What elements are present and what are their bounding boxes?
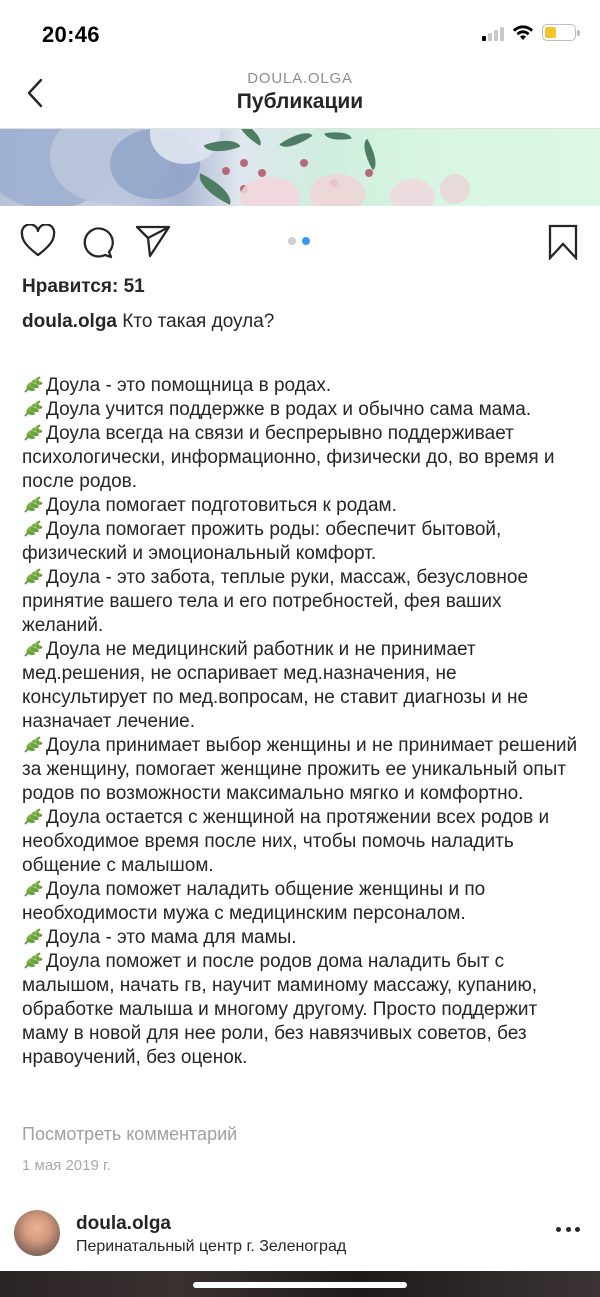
caption-author[interactable]: doula.olga (22, 311, 117, 332)
next-post-username[interactable]: doula.olga (76, 1213, 171, 1234)
next-post-header (0, 1205, 600, 1269)
carousel-dot-active (302, 237, 310, 245)
bullet-text: Доула - это помощница в родах. (46, 375, 332, 396)
caption-bullet (22, 950, 582, 1070)
view-comments-link[interactable]: Посмотреть комментарий (22, 1124, 238, 1144)
caption-bullet (22, 926, 582, 950)
caption-bullet (22, 494, 582, 518)
leaf-herb-icon (22, 927, 44, 945)
paper-plane-icon[interactable] (135, 224, 171, 258)
post-date: 1 мая 2019 г. (22, 1157, 111, 1174)
bullet-text: Доула помогает подготовиться к родам. (46, 495, 397, 516)
leaf-herb-icon (22, 951, 44, 969)
caption-bullet (22, 734, 582, 806)
heart-icon[interactable] (20, 224, 56, 258)
status-time: 20:46 (42, 22, 100, 47)
caption-bullet (22, 638, 582, 734)
bullet-text: Доула не медицинский работник и не принимает мед.решения, не оспаривает мед.назначения, не консультирует по мед.вопросам, не ставит диагнозы и не назначает лечение. (22, 639, 529, 732)
bookmark-icon[interactable] (547, 224, 579, 260)
bullet-text: Доула поможет и после родов дома наладить быт с малышом, начать гв, научит маминому массажу, купанию, обработке малыша и многому другому. Просто поддержит маму в новой для нее роли, без навязчивых советов, без нравоучений, без оценок. (22, 951, 538, 1068)
leaf-herb-icon (22, 495, 44, 513)
bullet-text: Доула поможет наладить общение женщины и по необходимости мужа с медицинским персоналом. (22, 879, 486, 924)
wifi-icon (512, 25, 534, 41)
page-title: Публикации (236, 90, 364, 113)
account-name: DOULA.OLGA (247, 70, 353, 87)
bullet-text: Доула помогает прожить роды: обеспечит бытовой, физический и эмоциональный комфорт. (22, 519, 502, 564)
leaf-herb-icon (22, 375, 44, 393)
leaf-herb-icon (22, 735, 44, 753)
caption-bullet (22, 398, 582, 422)
caption-bullets (22, 374, 582, 1070)
bullet-text: Доула остается с женщиной на протяжении всех родов и необходимое время после них, чтобы помочь наладить общение с малышом. (22, 807, 550, 876)
bullet-text: Доула - это мама для мамы. (46, 927, 297, 948)
battery-icon (542, 24, 576, 41)
caption-bullet (22, 374, 582, 398)
caption-title: Кто такая доула? (122, 311, 275, 332)
more-horizontal-icon[interactable] (556, 1223, 580, 1235)
caption-bullet (22, 566, 582, 638)
leaf-herb-icon (22, 879, 44, 897)
carousel-indicator (288, 237, 310, 245)
leaf-herb-icon (22, 639, 44, 657)
caption-bullet (22, 518, 582, 566)
post-caption (22, 310, 582, 1070)
leaf-herb-icon (22, 423, 44, 441)
leaf-herb-icon (22, 567, 44, 585)
bullet-text: Доула - это забота, теплые руки, массаж, безусловное принятие вашего тела и его потребностей, фея ваших желаний. (22, 567, 529, 636)
carousel-dot (288, 237, 296, 245)
bullet-text: Доула всегда на связи и беспрерывно поддерживает психологически, информационно, физически до, во время и после родов. (22, 423, 555, 492)
leaf-herb-icon (22, 399, 44, 417)
next-post-location[interactable]: Перинатальный центр г. Зеленоград (76, 1238, 347, 1255)
bullet-text: Доула учится поддержке в родах и обычно сама мама. (46, 399, 532, 420)
post-action-bar (0, 218, 600, 264)
home-indicator[interactable] (193, 1282, 407, 1288)
caption-bullet (22, 878, 582, 926)
status-bar (0, 0, 600, 62)
nav-bar (0, 62, 600, 128)
comment-bubble-icon[interactable] (79, 224, 115, 260)
bullet-text: Доула принимает выбор женщины и не принимает решений за женщину, помогает женщине прожить ее уникальный опыт родов по возможности максимально мягко и комфортно. (22, 735, 578, 804)
avatar[interactable] (14, 1210, 60, 1256)
cellular-signal-icon (482, 25, 504, 41)
likes-count[interactable]: Нравится: 51 (22, 276, 145, 297)
status-icons (482, 24, 576, 41)
leaf-herb-icon (22, 807, 44, 825)
caption-bullet (22, 806, 582, 878)
leaf-herb-icon (22, 519, 44, 537)
post-image[interactable] (0, 128, 600, 206)
caption-bullet (22, 422, 582, 494)
